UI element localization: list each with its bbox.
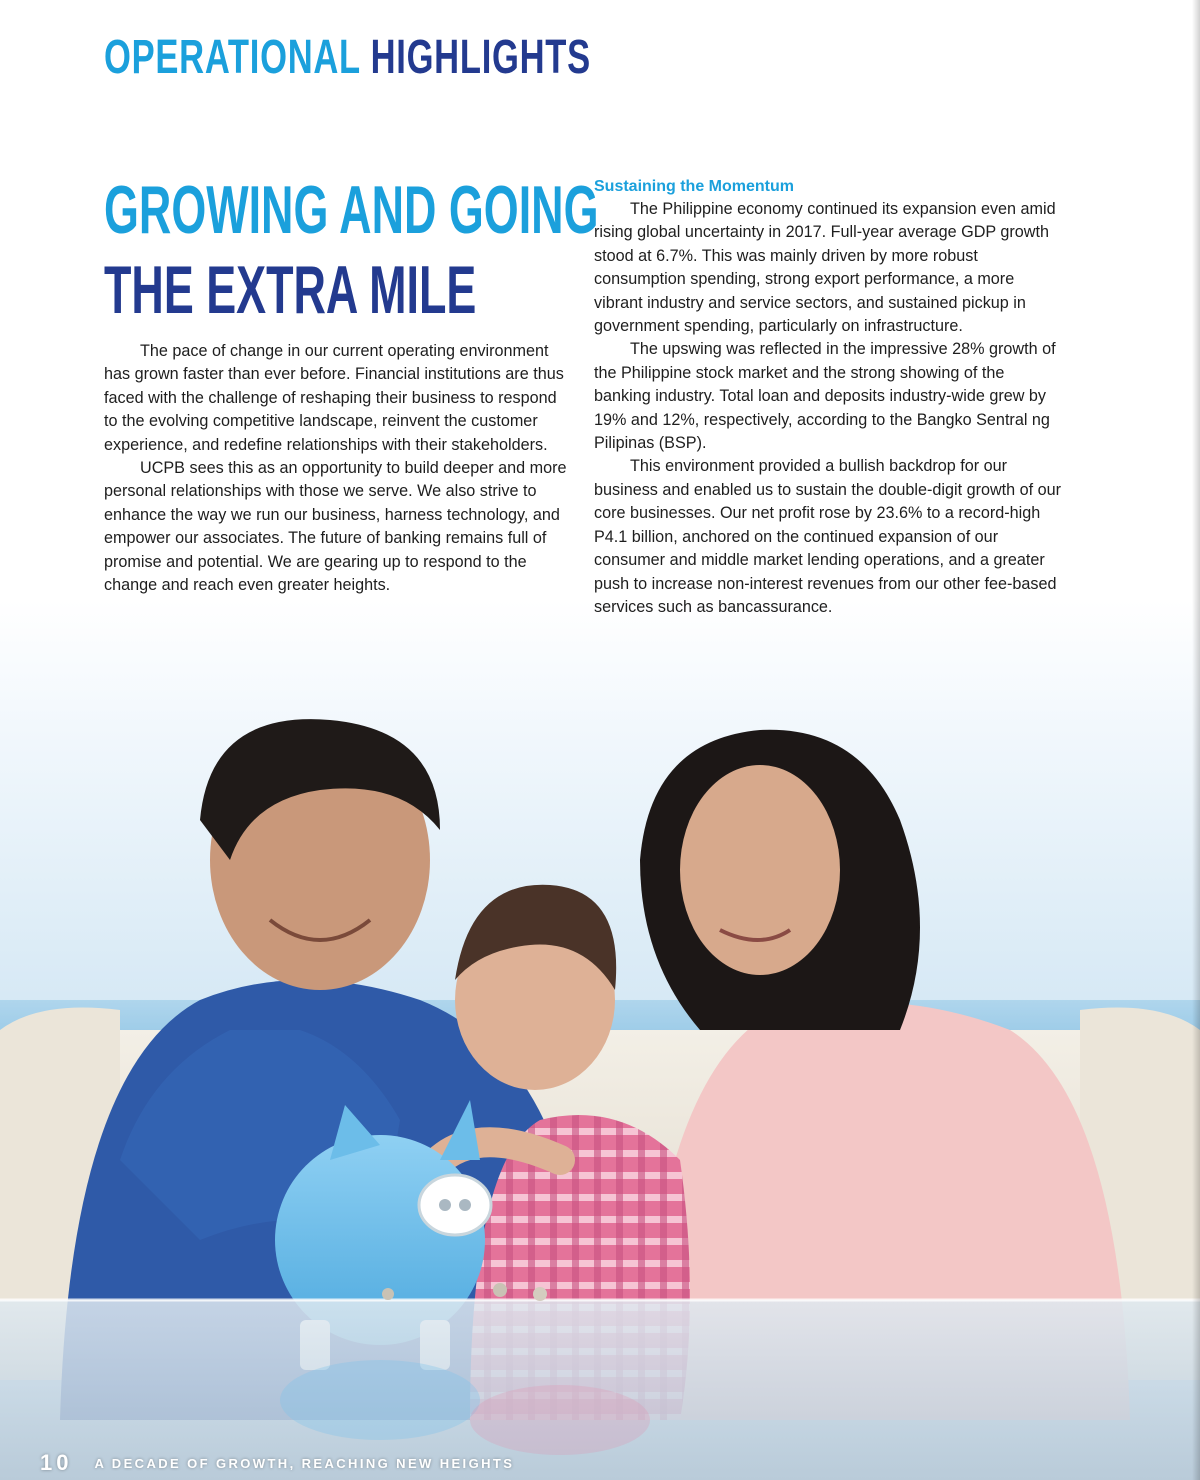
article-title-line-1: GROWING AND GOING [104, 172, 599, 248]
page-edge-shadow [1192, 0, 1200, 1480]
left-column [104, 340, 572, 597]
article-title [104, 170, 598, 330]
section-header-word-1: OPERATIONAL [104, 31, 361, 84]
section-header-word-2: HIGHLIGHTS [370, 31, 591, 84]
left-paragraph-2: UCPB sees this as an opportunity to build deeper and more personal relationships with those we serve. We also strive to enhance the way we run our business, harness technology, and empower our associates. The future of banking remains full of promise and potential. We are gearing up to respond to the change and reach even greater heights. [104, 459, 567, 595]
right-paragraph-3: This environment provided a bullish backdrop for our business and enabled us to sustain the double-digit growth of our core businesses. Our net profit rose by 23.6% to a record-high P4.1 billion, anchored on the continued expansion of our consumer and middle market lending operations, and a greater push to increase non-interest revenues from our other fee-based services such as bancassurance. [594, 457, 1062, 616]
section-header [104, 28, 591, 88]
right-column [594, 176, 1064, 619]
running-title: A DECADE OF GROWTH, REACHING NEW HEIGHTS [94, 1455, 515, 1471]
page-footer [40, 1450, 514, 1476]
subheading: Sustaining the Momentum [594, 178, 794, 195]
right-paragraph-1: The Philippine economy continued its expansion even amid rising global uncertainty in 2017. Full-year average GDP growth stood at 6.7%. This was mainly driven by more robust consumption spending, strong export performance, a more vibrant industry and service sectors, and sustained pickup in government spending, particularly on infrastructure. [594, 200, 1056, 336]
page-number: 10 [40, 1450, 73, 1475]
left-paragraph-1: The pace of change in our current operating environment has grown faster than ever before. Financial institutions are thus faced with the challenge of reshaping their business to respond to the evolving competitive landscape, reinvent the customer experience, and redefine relationships with their stakeholders. [104, 342, 564, 454]
right-paragraph-2: The upswing was reflected in the impressive 28% growth of the Philippine stock market and the strong showing of the banking industry. Total loan and deposits industry-wide grew by 19% and 12%, respectively, according to the Bangko Sentral ng Pilipinas (BSP). [594, 340, 1056, 453]
family-piggy-bank-photo [0, 600, 1200, 1480]
article-title-line-2: THE EXTRA MILE [104, 252, 477, 328]
